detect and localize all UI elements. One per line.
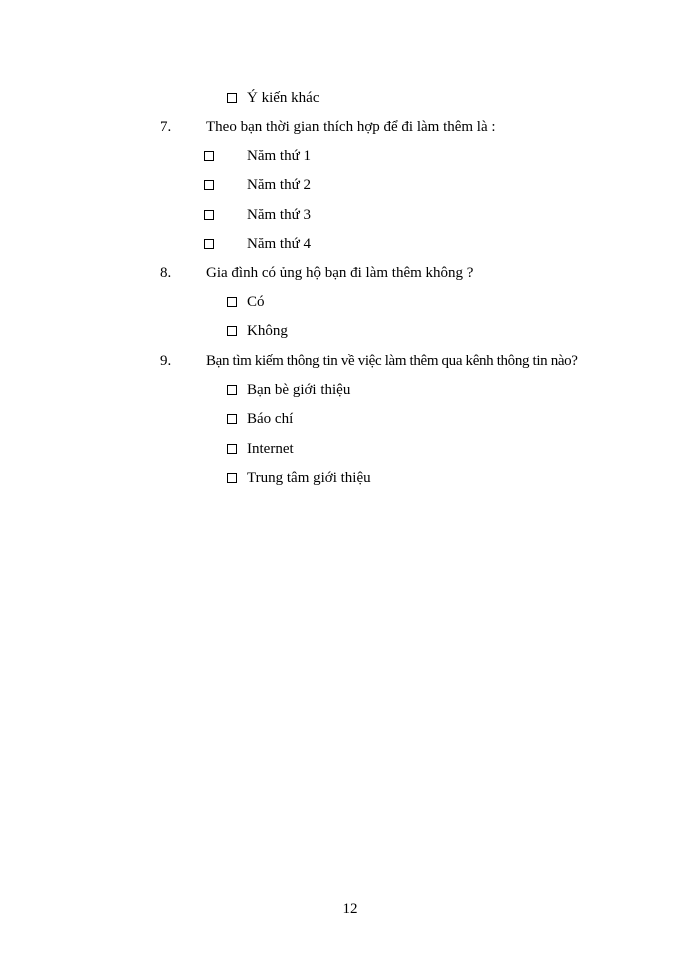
question-text: Bạn tìm kiếm thông tin về việc làm thêm qua kênh thông tin nào? xyxy=(206,353,578,369)
checkbox[interactable] xyxy=(227,385,237,395)
question-number: 7. xyxy=(160,119,172,135)
option-label: Báo chí xyxy=(247,411,294,427)
question-text: Gia đình có ủng hộ bạn đi làm thêm không ? xyxy=(206,265,474,281)
checkbox[interactable] xyxy=(204,151,214,161)
checkbox[interactable] xyxy=(204,239,214,249)
checkbox[interactable] xyxy=(227,414,237,424)
checkbox[interactable] xyxy=(227,93,237,103)
option-label: Internet xyxy=(247,441,294,457)
option-label: Năm thứ 2 xyxy=(247,177,311,193)
option-label: Bạn bè giới thiệu xyxy=(247,382,351,398)
option-label: Trung tâm giới thiệu xyxy=(247,470,371,486)
option-label: Có xyxy=(247,294,265,310)
checkbox[interactable] xyxy=(204,210,214,220)
question-number: 8. xyxy=(160,265,172,281)
checkbox[interactable] xyxy=(227,297,237,307)
question-text: Theo bạn thời gian thích hợp để đi làm thêm là : xyxy=(206,119,496,135)
option-label: Không xyxy=(247,323,288,339)
checkbox[interactable] xyxy=(227,326,237,336)
option-label: Ý kiến khác xyxy=(247,90,320,106)
page-number: 12 xyxy=(342,901,358,917)
option-label: Năm thứ 3 xyxy=(247,207,311,223)
question-number: 9. xyxy=(160,353,172,369)
option-label: Năm thứ 1 xyxy=(247,148,311,164)
checkbox[interactable] xyxy=(227,473,237,483)
checkbox[interactable] xyxy=(204,180,214,190)
option-label: Năm thứ 4 xyxy=(247,236,311,252)
checkbox[interactable] xyxy=(227,444,237,454)
